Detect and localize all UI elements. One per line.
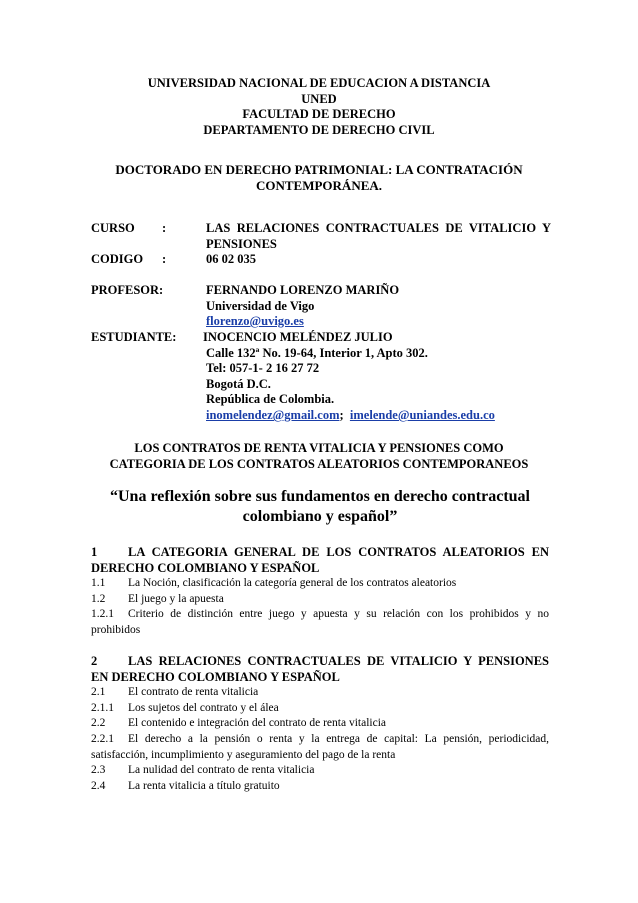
list-item xyxy=(91,685,549,701)
section-1-title: LA CATEGORIA GENERAL DE LOS CONTRATOS ALEATORIOS EN DERECHO COLOMBIANO Y ESPAÑOL xyxy=(91,545,549,575)
item-number: 1.2.1 xyxy=(91,608,114,620)
list-item xyxy=(91,732,549,763)
list-item xyxy=(91,592,549,608)
estudiante-country: República de Colombia. xyxy=(206,392,335,406)
section-2-heading xyxy=(91,654,549,685)
codigo-value: 06 02 035 xyxy=(206,252,256,266)
estudiante-label: ESTUDIANTE: xyxy=(91,330,177,344)
estudiante-phone: Tel: 057-1- 2 16 27 72 xyxy=(206,361,320,375)
estudiante-email-link-2[interactable]: imelende@uniandes.edu.co xyxy=(349,408,495,422)
subtitle-line2: colombiano y español” xyxy=(242,508,398,525)
list-item xyxy=(91,779,549,795)
item-number: 2.4 xyxy=(91,780,106,792)
curso-value: LAS RELACIONES CONTRACTUALES DE VITALICIO Y PENSIONES xyxy=(206,221,551,251)
section-2-number: 2 xyxy=(91,654,98,668)
item-text: El contenido e integración del contrato de renta vitalicia xyxy=(128,717,387,729)
profesor-email-link[interactable]: florenzo@uvigo.es xyxy=(206,314,304,328)
list-item xyxy=(91,576,549,592)
profesor-label: PROFESOR: xyxy=(91,283,164,297)
item-text: La nulidad del contrato de renta vitalicia xyxy=(128,764,315,776)
item-text: Los sujetos del contrato y el álea xyxy=(128,702,279,714)
list-item xyxy=(91,607,549,638)
item-number: 1.1 xyxy=(91,577,106,589)
program-title-line1: DOCTORADO EN DERECHO PATRIMONIAL: LA CONTRATACIÓN xyxy=(115,162,523,177)
university-name: UNIVERSIDAD NACIONAL DE EDUCACION A DISTANCIA xyxy=(147,76,491,90)
item-number: 2.2 xyxy=(91,717,106,729)
faculty-name: FACULTAD DE DERECHO xyxy=(242,107,396,121)
section-2-title: LAS RELACIONES CONTRACTUALES DE VITALICIO Y PENSIONES EN DERECHO COLOMBIANO Y ESPAÑOL xyxy=(91,654,549,684)
item-text: El juego y la apuesta xyxy=(128,593,224,605)
profesor-university: Universidad de Vigo xyxy=(206,299,315,313)
curso-label: CURSO xyxy=(91,221,135,235)
section-1-heading xyxy=(91,545,549,576)
item-text: La Noción, clasificación la categoría general de los contratos aleatorios xyxy=(128,577,457,589)
item-number: 2.1 xyxy=(91,686,106,698)
university-acronym: UNED xyxy=(301,92,337,106)
item-text: Criterio de distinción entre juego y apuesta y su relación con los prohibidos y no prohibidos xyxy=(91,608,549,636)
codigo-colon: : xyxy=(162,252,167,266)
estudiante-name: INOCENCIO MELÉNDEZ JULIO xyxy=(203,330,393,344)
estudiante-city: Bogotá D.C. xyxy=(206,377,271,391)
item-text: El contrato de renta vitalicia xyxy=(128,686,259,698)
item-number: 1.2 xyxy=(91,593,106,605)
subtitle-line1: “Una reflexión sobre sus fundamentos en derecho contractual xyxy=(110,488,530,505)
department-name: DEPARTAMENTO DE DERECHO CIVIL xyxy=(203,123,435,137)
email-separator: ; xyxy=(339,408,344,422)
document-title-line2: CATEGORIA DE LOS CONTRATOS ALEATORIOS CONTEMPORANEOS xyxy=(109,457,529,471)
estudiante-email-link-1[interactable]: inomelendez@gmail.com xyxy=(206,408,340,422)
program-title-line2: CONTEMPORÁNEA. xyxy=(255,178,383,193)
item-text: El derecho a la pensión o renta y la entrega de capital: La pensión, periodicidad, satisfacción, incumplimiento y aseguramiento del pago de la renta xyxy=(91,733,549,761)
profesor-name: FERNANDO LORENZO MARIÑO xyxy=(206,283,400,297)
document-title-line1: LOS CONTRATOS DE RENTA VITALICIA Y PENSIONES COMO xyxy=(134,441,504,455)
item-number: 2.1.1 xyxy=(91,702,114,714)
curso-colon: : xyxy=(162,221,167,235)
estudiante-address: Calle 132ª No. 19-64, Interior 1, Apto 302. xyxy=(206,346,428,360)
item-number: 2.3 xyxy=(91,764,106,776)
item-number: 2.2.1 xyxy=(91,733,114,745)
section-1-number: 1 xyxy=(91,545,98,559)
list-item xyxy=(91,701,549,717)
list-item xyxy=(91,716,549,732)
codigo-label: CODIGO xyxy=(91,252,144,266)
item-text: La renta vitalicia a título gratuito xyxy=(128,780,280,792)
list-item xyxy=(91,763,549,779)
estudiante-emails xyxy=(206,408,495,424)
